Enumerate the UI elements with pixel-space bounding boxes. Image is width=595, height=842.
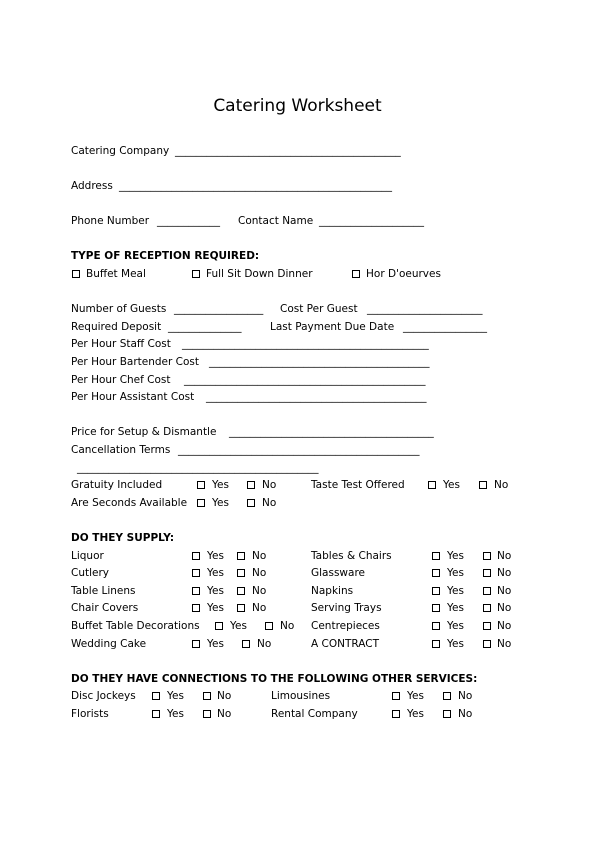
chef-cost-field[interactable]: ______________________________________________ bbox=[184, 374, 426, 386]
rental-company-yes-label: Yes bbox=[407, 708, 424, 720]
tables-chairs-yes-label: Yes bbox=[447, 550, 464, 562]
number-of-guests-label: Number of Guests bbox=[71, 303, 167, 315]
chair-covers-no-checkbox[interactable] bbox=[237, 604, 245, 612]
limousines-yes-checkbox[interactable] bbox=[392, 692, 400, 700]
gratuity-yes-checkbox[interactable] bbox=[197, 481, 205, 489]
supply-item-glassware: Glassware bbox=[311, 567, 365, 579]
florists-no-label: No bbox=[217, 708, 232, 720]
contract-yes-label: Yes bbox=[447, 638, 464, 650]
chair-covers-yes-checkbox[interactable] bbox=[192, 604, 200, 612]
cancellation-terms-field-line2[interactable]: ______________________________________________ bbox=[77, 462, 319, 474]
gratuity-no-checkbox[interactable] bbox=[247, 481, 255, 489]
seconds-no-checkbox[interactable] bbox=[247, 499, 255, 507]
sit-down-dinner-label: Full Sit Down Dinner bbox=[206, 268, 313, 280]
seconds-no-label: No bbox=[262, 497, 277, 509]
limousines-no-checkbox[interactable] bbox=[443, 692, 451, 700]
seconds-yes-label: Yes bbox=[212, 497, 229, 509]
catering-company-field[interactable]: ___________________________________________ bbox=[175, 145, 401, 157]
contact-name-label: Contact Name bbox=[238, 215, 314, 227]
disc-jockeys-yes-label: Yes bbox=[167, 690, 184, 702]
hor-doeurves-checkbox[interactable] bbox=[352, 270, 360, 278]
address-label: Address bbox=[71, 180, 113, 192]
cost-per-guest-field[interactable]: ______________________ bbox=[367, 303, 483, 315]
limousines-yes-label: Yes bbox=[407, 690, 424, 702]
buffet-decorations-no-label: No bbox=[280, 620, 295, 632]
page-title: Catering Worksheet bbox=[213, 96, 382, 116]
assistant-cost-field[interactable]: __________________________________________ bbox=[206, 391, 427, 403]
contract-no-checkbox[interactable] bbox=[483, 640, 491, 648]
staff-cost-field[interactable]: _______________________________________________ bbox=[182, 338, 429, 350]
supply-item-centrepieces: Centrepieces bbox=[311, 620, 380, 632]
centrepieces-yes-label: Yes bbox=[447, 620, 464, 632]
supply-item-tables-chairs: Tables & Chairs bbox=[311, 550, 392, 562]
liquor-no-checkbox[interactable] bbox=[237, 552, 245, 560]
buffet-decorations-no-checkbox[interactable] bbox=[265, 622, 273, 630]
supply-item-napkins: Napkins bbox=[311, 585, 354, 597]
gratuity-no-label: No bbox=[262, 479, 277, 491]
gratuity-yes-label: Yes bbox=[212, 479, 229, 491]
rental-company-no-label: No bbox=[458, 708, 473, 720]
limousines-no-label: No bbox=[458, 690, 473, 702]
florists-yes-checkbox[interactable] bbox=[152, 710, 160, 718]
supply-item-table-linens: Table Linens bbox=[71, 585, 136, 597]
rental-company-no-checkbox[interactable] bbox=[443, 710, 451, 718]
chair-covers-yes-label: Yes bbox=[207, 602, 224, 614]
chair-covers-no-label: No bbox=[252, 602, 267, 614]
taste-test-yes-checkbox[interactable] bbox=[428, 481, 436, 489]
serving-trays-yes-checkbox[interactable] bbox=[432, 604, 440, 612]
assistant-cost-label: Per Hour Assistant Cost bbox=[71, 391, 195, 403]
wedding-cake-no-checkbox[interactable] bbox=[242, 640, 250, 648]
setup-price-label: Price for Setup & Dismantle bbox=[71, 426, 217, 438]
seconds-yes-checkbox[interactable] bbox=[197, 499, 205, 507]
wedding-cake-yes-checkbox[interactable] bbox=[192, 640, 200, 648]
reception-heading: TYPE OF RECEPTION REQUIRED: bbox=[71, 250, 260, 262]
phone-number-label: Phone Number bbox=[71, 215, 150, 227]
gratuity-label: Gratuity Included bbox=[71, 479, 163, 491]
buffet-decorations-yes-label: Yes bbox=[230, 620, 247, 632]
supply-item-liquor: Liquor bbox=[71, 550, 104, 562]
contract-no-label: No bbox=[497, 638, 512, 650]
buffet-decorations-yes-checkbox[interactable] bbox=[215, 622, 223, 630]
connections-heading: DO THEY HAVE CONNECTIONS TO THE FOLLOWING OTHER SERVICES: bbox=[71, 673, 478, 685]
supply-item-buffet-decorations: Buffet Table Decorations bbox=[71, 620, 200, 632]
address-field[interactable]: ____________________________________________________ bbox=[119, 180, 392, 192]
bartender-cost-field[interactable]: __________________________________________ bbox=[209, 356, 430, 368]
table-linens-yes-checkbox[interactable] bbox=[192, 587, 200, 595]
glassware-no-label: No bbox=[497, 567, 512, 579]
supply-item-serving-trays: Serving Trays bbox=[311, 602, 382, 614]
disc-jockeys-no-label: No bbox=[217, 690, 232, 702]
florists-no-checkbox[interactable] bbox=[203, 710, 211, 718]
serving-trays-yes-label: Yes bbox=[447, 602, 464, 614]
last-payment-label: Last Payment Due Date bbox=[270, 321, 395, 333]
serving-trays-no-label: No bbox=[497, 602, 512, 614]
number-of-guests-field[interactable]: _________________ bbox=[174, 303, 264, 315]
rental-company-yes-checkbox[interactable] bbox=[392, 710, 400, 718]
napkins-no-checkbox[interactable] bbox=[483, 587, 491, 595]
glassware-yes-checkbox[interactable] bbox=[432, 569, 440, 577]
glassware-no-checkbox[interactable] bbox=[483, 569, 491, 577]
tables-chairs-no-checkbox[interactable] bbox=[483, 552, 491, 560]
cancellation-terms-label: Cancellation Terms bbox=[71, 444, 171, 456]
required-deposit-label: Required Deposit bbox=[71, 321, 162, 333]
supply-item-cutlery: Cutlery bbox=[71, 567, 110, 579]
supply-item-wedding-cake: Wedding Cake bbox=[71, 638, 147, 650]
connection-item-rental-company: Rental Company bbox=[271, 708, 358, 720]
napkins-yes-label: Yes bbox=[447, 585, 464, 597]
disc-jockeys-no-checkbox[interactable] bbox=[203, 692, 211, 700]
taste-test-yes-label: Yes bbox=[443, 479, 460, 491]
liquor-yes-label: Yes bbox=[207, 550, 224, 562]
glassware-yes-label: Yes bbox=[447, 567, 464, 579]
buffet-meal-label: Buffet Meal bbox=[86, 268, 146, 280]
cutlery-no-checkbox[interactable] bbox=[237, 569, 245, 577]
wedding-cake-no-label: No bbox=[257, 638, 272, 650]
hor-doeurves-label: Hor D'oeurves bbox=[366, 268, 441, 280]
tables-chairs-no-label: No bbox=[497, 550, 512, 562]
setup-price-field[interactable]: _______________________________________ bbox=[229, 426, 434, 438]
tables-chairs-yes-checkbox[interactable] bbox=[432, 552, 440, 560]
cutlery-yes-checkbox[interactable] bbox=[192, 569, 200, 577]
florists-yes-label: Yes bbox=[167, 708, 184, 720]
sit-down-dinner-checkbox[interactable] bbox=[192, 270, 200, 278]
napkins-no-label: No bbox=[497, 585, 512, 597]
cutlery-no-label: No bbox=[252, 567, 267, 579]
centrepieces-no-label: No bbox=[497, 620, 512, 632]
table-linens-yes-label: Yes bbox=[207, 585, 224, 597]
centrepieces-no-checkbox[interactable] bbox=[483, 622, 491, 630]
last-payment-field[interactable]: ________________ bbox=[403, 321, 487, 333]
connection-item-disc-jockeys: Disc Jockeys bbox=[71, 690, 136, 702]
napkins-yes-checkbox[interactable] bbox=[432, 587, 440, 595]
phone-number-field[interactable]: ____________ bbox=[157, 215, 220, 227]
connection-item-florists: Florists bbox=[71, 708, 109, 720]
chef-cost-label: Per Hour Chef Cost bbox=[71, 374, 171, 386]
required-deposit-field[interactable]: ______________ bbox=[168, 321, 242, 333]
serving-trays-no-checkbox[interactable] bbox=[483, 604, 491, 612]
catering-company-label: Catering Company bbox=[71, 145, 170, 157]
supply-item-contract: A CONTRACT bbox=[311, 638, 379, 650]
centrepieces-yes-checkbox[interactable] bbox=[432, 622, 440, 630]
liquor-no-label: No bbox=[252, 550, 267, 562]
table-linens-no-label: No bbox=[252, 585, 267, 597]
wedding-cake-yes-label: Yes bbox=[207, 638, 224, 650]
cancellation-terms-field[interactable]: ______________________________________________ bbox=[178, 444, 420, 456]
taste-test-no-label: No bbox=[494, 479, 509, 491]
buffet-meal-checkbox[interactable] bbox=[72, 270, 80, 278]
contact-name-field[interactable]: ____________________ bbox=[319, 215, 424, 227]
seconds-label: Are Seconds Available bbox=[71, 497, 188, 509]
taste-test-label: Taste Test Offered bbox=[311, 479, 405, 491]
cutlery-yes-label: Yes bbox=[207, 567, 224, 579]
supply-heading: DO THEY SUPPLY: bbox=[71, 532, 175, 544]
taste-test-no-checkbox[interactable] bbox=[479, 481, 487, 489]
bartender-cost-label: Per Hour Bartender Cost bbox=[71, 356, 200, 368]
staff-cost-label: Per Hour Staff Cost bbox=[71, 338, 171, 350]
liquor-yes-checkbox[interactable] bbox=[192, 552, 200, 560]
supply-item-chair-covers: Chair Covers bbox=[71, 602, 139, 614]
cost-per-guest-label: Cost Per Guest bbox=[280, 303, 358, 315]
connection-item-limousines: Limousines bbox=[271, 690, 331, 702]
table-linens-no-checkbox[interactable] bbox=[237, 587, 245, 595]
contract-yes-checkbox[interactable] bbox=[432, 640, 440, 648]
disc-jockeys-yes-checkbox[interactable] bbox=[152, 692, 160, 700]
